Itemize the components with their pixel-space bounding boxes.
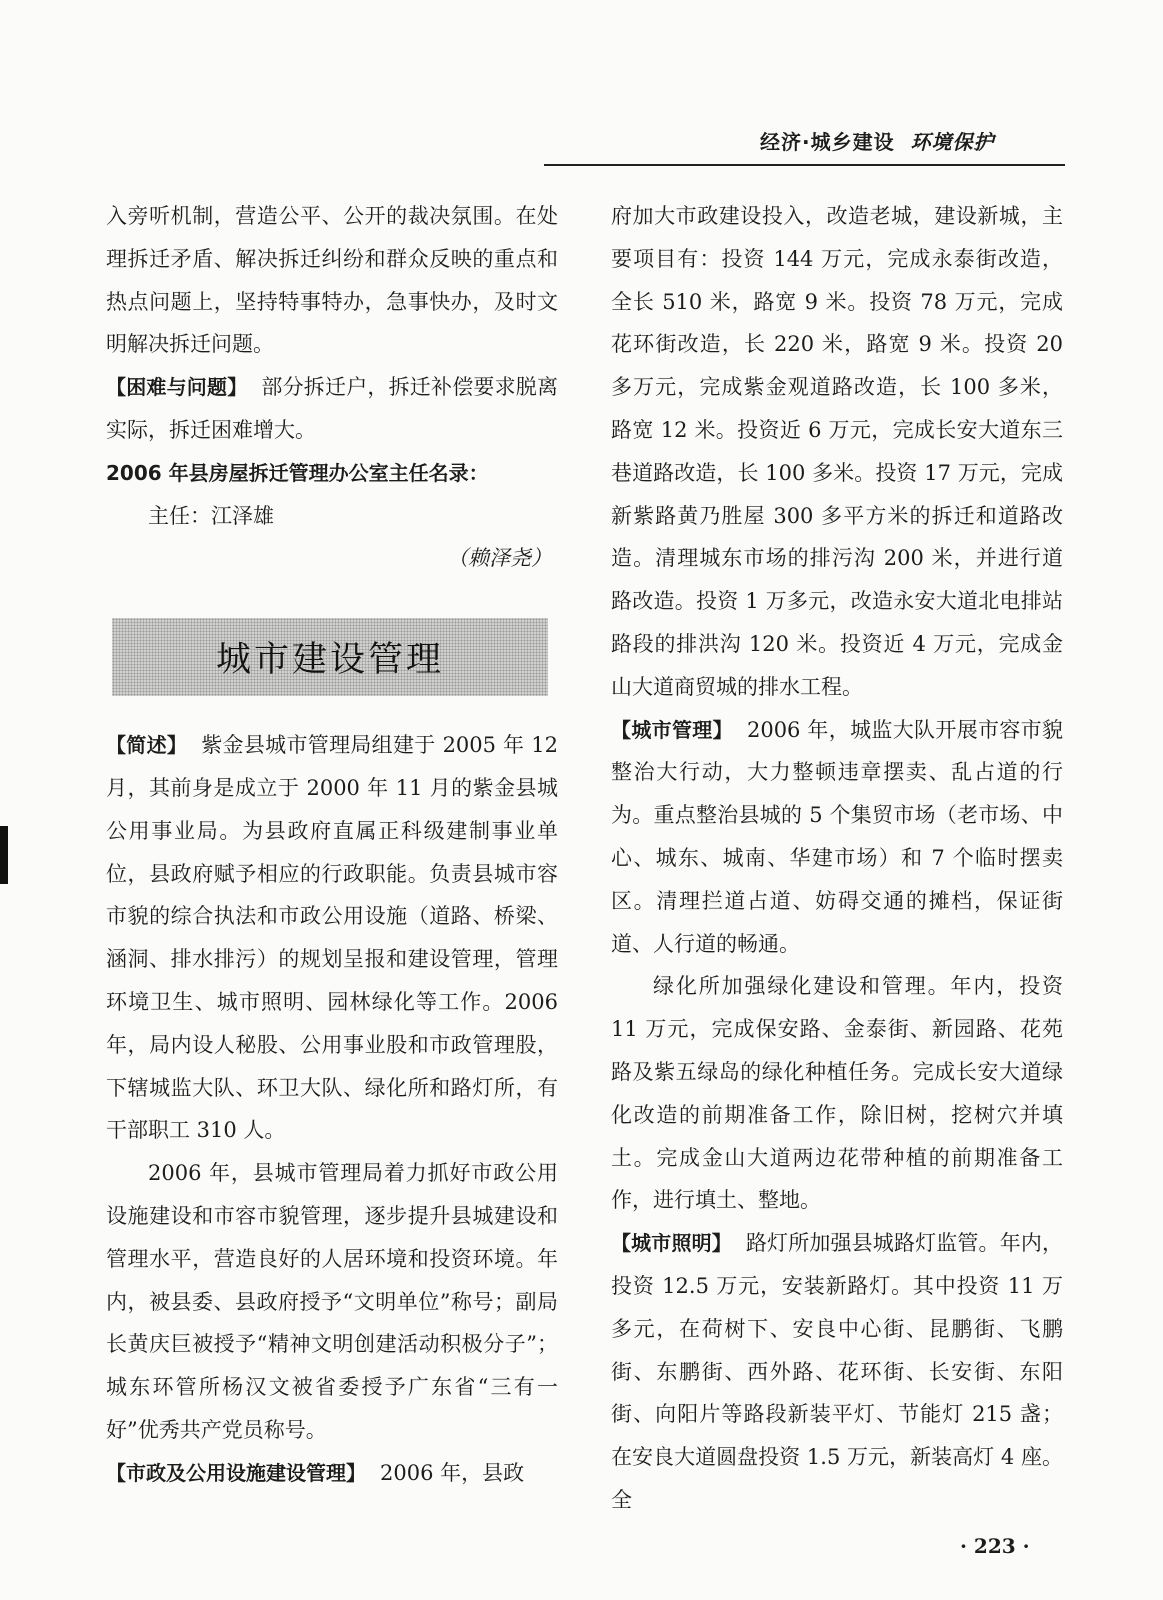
city-management-tag: 【城市管理】: [611, 717, 733, 742]
header-subsection: 环境保护: [910, 130, 995, 154]
paragraph-city-management: [611, 709, 1063, 966]
municipal-text-start: 2006 年，县政: [380, 1460, 525, 1485]
overview-text: 紫金县城市管理局组建于 2005 年 12 月，其前身是成立于 2000 年 11 月的紫金县城公用事业局。为县政府直属正科级建制事业单位，县政府赋予相应的行政职能。负责县城市容市貌的综合执法和市政公用设施（道路、桥梁、涵洞、排水排污）的规划呈报和建设管理，管理环境卫生、城市照明、园林绿化等工作。2006 年，局内设人秘股、公用事业股和市政管理股，下辖城监大队、环卫大队、绿化所和路灯所，有干部职工 310 人。: [106, 733, 559, 1143]
header-section: 经济·城乡建设: [760, 130, 895, 154]
paragraph-demolition-mechanism: 入旁听机制，营造公平、公开的裁决氛围。在处理拆迁矛盾、解决拆迁纠纷和群众反映的重点和热点问题上，坚持特事特办，急事快办，及时文明解决拆迁问题。: [106, 204, 558, 357]
directors-list-title: 2006 年县房屋拆迁管理办公室主任名录：: [106, 460, 489, 485]
difficulties-tag: 【困难与问题】: [106, 375, 248, 400]
municipal-tag: 【市政及公用设施建设管理】: [106, 1460, 366, 1485]
director-name: 主任：江泽雄: [148, 503, 274, 528]
paragraph-difficulties: [106, 366, 558, 452]
paragraph-municipal-continued: 府加大市政建设投入，改造老城，建设新城，主要项目有：投资 144 万元，完成永泰街改造，全长 510 米，路宽 9 米。投资 78 万元，完成花环街改造，长 220 米，路宽 9 米。投资 20 多万元，完成紫金观道路改造，长 100 多米，路宽 12 米。投资近 6 万元，完成长安大道东三巷道路改造，长 100 多米。投资 17 万元，完成新紫路黄乃胜屋 300 多平方米的拆迁和道路改造。清理城东市场的排污沟 200 米，并进行道路改造。投资 1 万多元，改造永安大道北电排站路段的排洪沟 120 米。投资近 4 万元，完成金山大道商贸城的排水工程。: [611, 204, 1063, 699]
scan-edge-mark: [0, 826, 8, 884]
paragraph-overview: [106, 724, 558, 1152]
overview-tag: 【简述】: [106, 733, 188, 758]
author-credit: （赖泽尧）: [447, 546, 552, 571]
header-rule: [544, 164, 1065, 166]
running-header: [760, 126, 995, 155]
section-title: 城市建设管理: [215, 640, 444, 681]
paragraph-greening: 绿化所加强绿化建设和管理。年内，投资 11 万元，完成保安路、金泰街、新园路、花苑路及紫五绿岛的绿化种植任务。完成长安大道绿化改造的前期准备工作，除旧树，挖树穴并填土。完成金山大道两边花带种植的前期准备工作，进行填土、整地。: [611, 974, 1063, 1213]
paragraph-city-lighting: [611, 1222, 1063, 1522]
city-lighting-tag: 【城市照明】: [611, 1231, 732, 1256]
city-management-text: 2006 年，城监大队开展市容市貌整治大行动，大力整顿违章摆卖、乱占道的行为。重点整治县城的 5 个集贸市场（老市场、中心、城东、城南、华建市场）和 7 个临时摆卖区。清理拦道占道、妨碍交通的摊档，保证街道、人行道的畅通。: [611, 717, 1064, 956]
section-title-banner: [112, 618, 548, 696]
paragraph-2006-summary: 2006 年，县城市管理局着力抓好市政公用设施建设和市容市貌管理，逐步提升县城建设和管理水平，营造良好的人居环境和投资环境。年内，被县委、县政府授予“文明单位”称号；副局长黄庆巨被授予“精神文明创建活动积极分子”；城东环管所杨汉文被省委授予广东省“三有一好”优秀共产党员称号。: [106, 1161, 558, 1442]
city-lighting-text: 路灯所加强县城路灯监管。年内，投资 12.5 万元，安装新路灯。其中投资 11 万多元，在荷树下、安良中心街、昆鹏街、飞鹏街、东鹏街、西外路、花环街、长安街、东阳街、向阳片等路段新装平灯、节能灯 215 盏；在安良大道圆盘投资 1.5 万元，新装高灯 4 座。全: [611, 1231, 1064, 1512]
left-column: [106, 195, 558, 1495]
page-number: · 223 ·: [960, 1534, 1030, 1558]
paragraph-municipal-start: [106, 1452, 558, 1495]
difficulties-text: 部分拆迁户，拆迁补偿要求脱离实际，拆迁困难增大。: [106, 375, 559, 442]
right-column: [611, 195, 1063, 1522]
